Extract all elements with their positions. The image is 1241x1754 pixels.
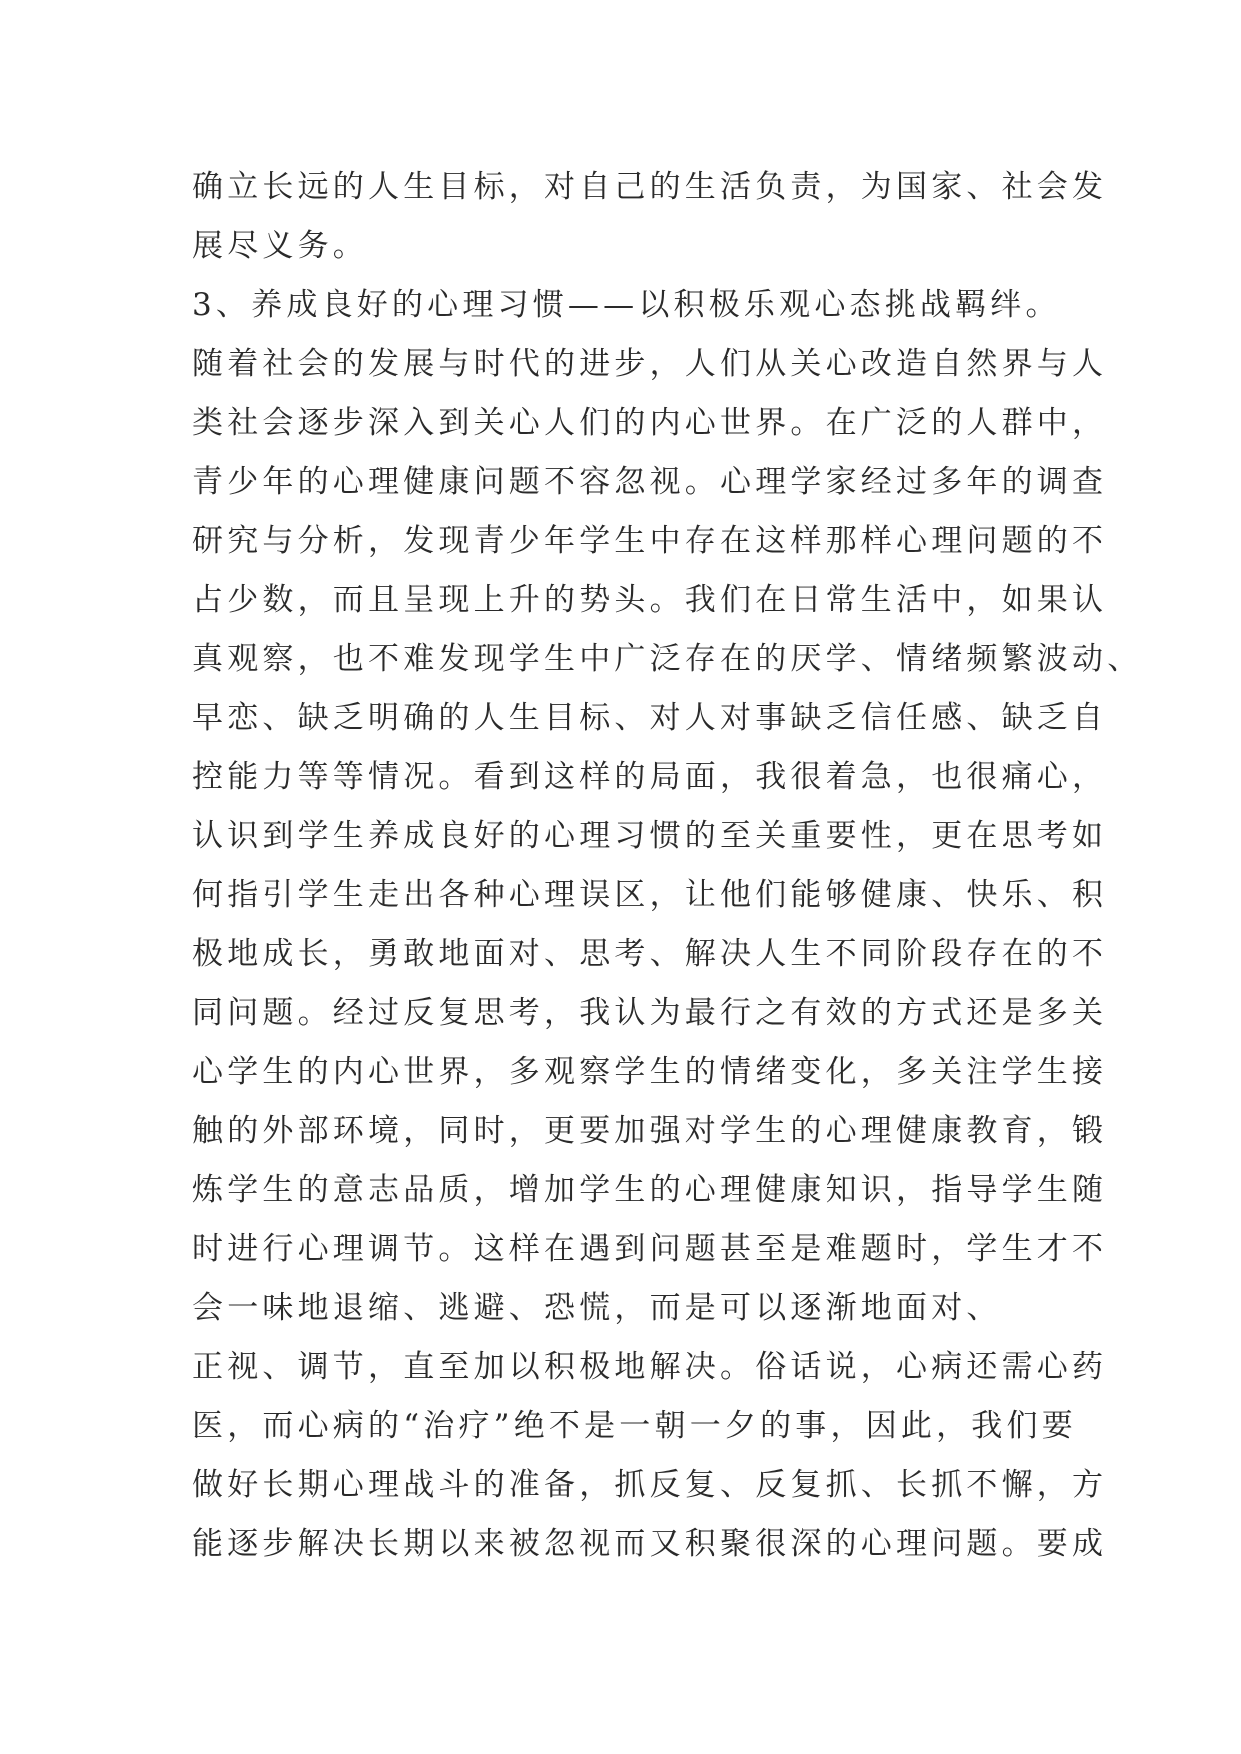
text-line: 认识到学生养成良好的心理习惯的至关重要性，更在思考如 bbox=[192, 818, 1108, 854]
body-text bbox=[192, 158, 1143, 1574]
text-line: 研究与分析，发现青少年学生中存在这样那样心理问题的不 bbox=[192, 523, 1108, 559]
text-line: 能逐步解决长期以来被忽视而又积聚很深的心理问题。要成 bbox=[192, 1526, 1108, 1562]
text-line: 控能力等等情况。看到这样的局面，我很着急，也很痛心， bbox=[192, 759, 1108, 795]
text-line: 极地成长，勇敢地面对、思考、解决人生不同阶段存在的不 bbox=[192, 936, 1108, 972]
text-line: 同问题。经过反复思考，我认为最行之有效的方式还是多关 bbox=[192, 995, 1108, 1031]
text-line: 炼学生的意志品质，增加学生的心理健康知识，指导学生随 bbox=[192, 1172, 1108, 1208]
text-line: 时进行心理调节。这样在遇到问题甚至是难题时，学生才不 bbox=[192, 1231, 1108, 1267]
text-line: 心学生的内心世界，多观察学生的情绪变化，多关注学生接 bbox=[192, 1054, 1108, 1090]
text-line: 真观察，也不难发现学生中广泛存在的厌学、情绪频繁波动、 bbox=[192, 641, 1143, 677]
text-line: 何指引学生走出各种心理误区，让他们能够健康、快乐、积 bbox=[192, 877, 1108, 913]
text-line: 青少年的心理健康问题不容忽视。心理学家经过多年的调查 bbox=[192, 464, 1108, 500]
section-heading: 3、养成良好的心理习惯——以积极乐观心态挑战羁绊。 bbox=[192, 287, 1061, 323]
text-line: 正视、调节，直至加以积极地解决。俗话说，心病还需心药 bbox=[192, 1349, 1108, 1385]
text-line: 医，而心病的“治疗”绝不是一朝一夕的事，因此，我们要 bbox=[192, 1408, 1077, 1444]
text-line: 早恋、缺乏明确的人生目标、对人对事缺乏信任感、缺乏自 bbox=[192, 700, 1108, 736]
text-line: 类社会逐步深入到关心人们的内心世界。在广泛的人群中， bbox=[192, 405, 1108, 441]
text-line: 展尽义务。 bbox=[192, 228, 368, 264]
text-line: 确立长远的人生目标，对自己的生活负责，为国家、社会发 bbox=[192, 169, 1108, 205]
text-line: 触的外部环境，同时，更要加强对学生的心理健康教育，锻 bbox=[192, 1113, 1108, 1149]
text-line: 占少数，而且呈现上升的势头。我们在日常生活中，如果认 bbox=[192, 582, 1108, 618]
text-line: 会一味地退缩、逃避、恐慌，而是可以逐渐地面对、 bbox=[192, 1290, 1002, 1326]
text-line: 做好长期心理战斗的准备，抓反复、反复抓、长抓不懈，方 bbox=[192, 1467, 1108, 1503]
text-line: 随着社会的发展与时代的进步，人们从关心改造自然界与人 bbox=[192, 346, 1108, 382]
